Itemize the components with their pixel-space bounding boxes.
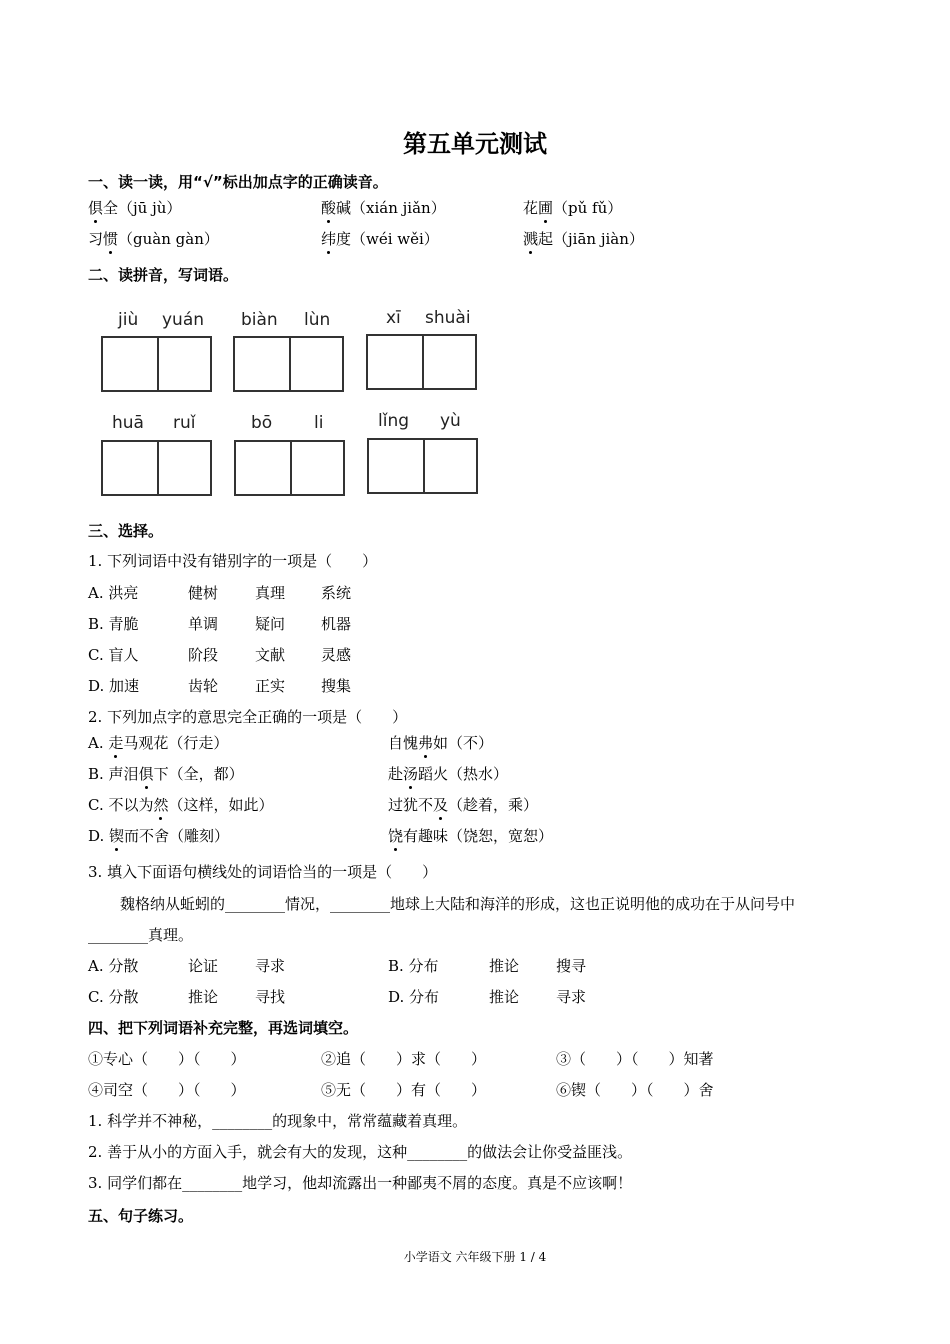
fill-sentence[interactable]: 2. 善于从小的方面入手，就会有大的发现，这种________的做法会让你受益匪浅。 <box>88 1143 633 1161</box>
idiom-fill[interactable]: ⑥锲（ ）（ ）舍 <box>556 1081 714 1099</box>
pinyin-label: lùn <box>304 310 331 330</box>
page-title: 第五单元测试 <box>403 130 547 158</box>
pronunciation-item[interactable]: 溅起（jiān jiàn） <box>523 230 644 248</box>
writing-box[interactable] <box>234 440 345 496</box>
pinyin-label: xī <box>386 308 401 328</box>
option-label[interactable]: B. 青脆 <box>88 615 139 633</box>
question-3-stem: 3. 填入下面语句横线处的词语恰当的一项是（ ） <box>88 863 438 881</box>
option-label[interactable]: C. 分散 <box>88 988 139 1006</box>
section-5-heading: 五、句子练习。 <box>88 1207 194 1225</box>
section-2-heading: 二、读拼音，写词语。 <box>88 266 239 284</box>
option-item[interactable]: A. 走马观花（行走） <box>88 734 229 752</box>
section-4-heading: 四、把下列词语补充完整，再选词填空。 <box>88 1019 359 1037</box>
pinyin-label: yuán <box>162 310 205 330</box>
option-word: 真理 <box>255 584 286 602</box>
pinyin-label: biàn <box>241 310 278 330</box>
option-word: 寻找 <box>255 988 286 1006</box>
idiom-fill[interactable]: ②追（ ）求（ ） <box>321 1050 487 1068</box>
pronunciation-item[interactable]: 习惯（guàn gàn） <box>88 230 219 248</box>
question-3-passage: ________真理。 <box>88 926 194 944</box>
pinyin-label: ruǐ <box>173 413 196 433</box>
idiom-fill[interactable]: ③（ ）（ ）知著 <box>556 1050 714 1068</box>
writing-box[interactable] <box>367 438 478 494</box>
option-word: 齿轮 <box>188 677 219 695</box>
option-label[interactable]: B. 分布 <box>388 957 439 975</box>
option-word: 文献 <box>255 646 286 664</box>
writing-box[interactable] <box>366 334 477 390</box>
option-word: 推论 <box>188 988 219 1006</box>
question-1-stem: 1. 下列词语中没有错别字的一项是（ ） <box>88 552 378 570</box>
option-label[interactable]: C. 盲人 <box>88 646 139 664</box>
option-word: 推论 <box>489 957 520 975</box>
writing-box[interactable] <box>101 336 212 392</box>
option-word: 单调 <box>188 615 219 633</box>
section-3-heading: 三、选择。 <box>88 522 164 540</box>
option-label[interactable]: A. 分散 <box>88 957 139 975</box>
option-word: 正实 <box>255 677 286 695</box>
pinyin-label: yù <box>440 411 461 431</box>
pinyin-label: li <box>314 413 324 433</box>
fill-sentence[interactable]: 3. 同学们都在________地学习，他却流露出一种鄙夷不屑的态度。真是不应该啊！ <box>88 1174 633 1192</box>
idiom-fill[interactable]: ④司空（ ）（ ） <box>88 1081 246 1099</box>
pronunciation-item[interactable]: 俱全（jū jù） <box>88 199 182 217</box>
option-word: 推论 <box>489 988 520 1006</box>
fill-sentence[interactable]: 1. 科学并不神秘，________的现象中，常常蕴藏着真理。 <box>88 1112 468 1130</box>
option-label[interactable]: D. 加速 <box>88 677 140 695</box>
option-label[interactable]: A. 洪亮 <box>88 584 139 602</box>
option-word: 寻求 <box>255 957 286 975</box>
option-word: 系统 <box>321 584 352 602</box>
pinyin-label: jiù <box>118 310 139 330</box>
option-item: 过犹不及（趁着，乘） <box>388 796 539 814</box>
option-label[interactable]: D. 分布 <box>388 988 440 1006</box>
pronunciation-item[interactable]: 花圃（pǔ fǔ） <box>523 199 623 217</box>
pinyin-label: huā <box>112 413 144 433</box>
page-footer: 小学语文 六年级下册 1 / 4 <box>403 1250 547 1264</box>
pronunciation-item[interactable]: 酸碱（xián jiǎn） <box>321 199 446 217</box>
idiom-fill[interactable]: ①专心（ ）（ ） <box>88 1050 246 1068</box>
option-word: 寻求 <box>556 988 587 1006</box>
writing-box[interactable] <box>233 336 344 392</box>
section-1-heading: 一、读一读，用“√”标出加点字的正确读音。 <box>88 173 388 191</box>
question-3-passage: 魏格纳从蚯蚓的________情况，________地球上大陆和海洋的形成，这也正说明他的成功在于从问号中 <box>120 895 796 913</box>
option-word: 搜寻 <box>556 957 587 975</box>
option-item[interactable]: B. 声泪俱下（全，都） <box>88 765 244 783</box>
pinyin-label: bō <box>251 413 273 433</box>
option-word: 疑问 <box>255 615 286 633</box>
pronunciation-item[interactable]: 纬度（wéi wěi） <box>321 230 439 248</box>
pinyin-label: lǐng <box>378 411 410 431</box>
option-word: 论证 <box>188 957 219 975</box>
option-item: 饶有趣味（饶恕，宽恕） <box>388 827 554 845</box>
idiom-fill[interactable]: ⑤无（ ）有（ ） <box>321 1081 487 1099</box>
option-word: 机器 <box>321 615 352 633</box>
option-word: 搜集 <box>321 677 352 695</box>
option-item: 自愧弗如（不） <box>388 734 494 752</box>
option-item[interactable]: D. 锲而不舍（雕刻） <box>88 827 230 845</box>
option-word: 灵感 <box>321 646 352 664</box>
option-item: 赴汤蹈火（热水） <box>388 765 509 783</box>
question-2-stem: 2. 下列加点字的意思完全正确的一项是（ ） <box>88 708 408 726</box>
writing-box[interactable] <box>101 440 212 496</box>
option-item[interactable]: C. 不以为然（这样，如此） <box>88 796 274 814</box>
option-word: 阶段 <box>188 646 219 664</box>
pinyin-label: shuài <box>425 308 471 328</box>
option-word: 健树 <box>188 584 219 602</box>
